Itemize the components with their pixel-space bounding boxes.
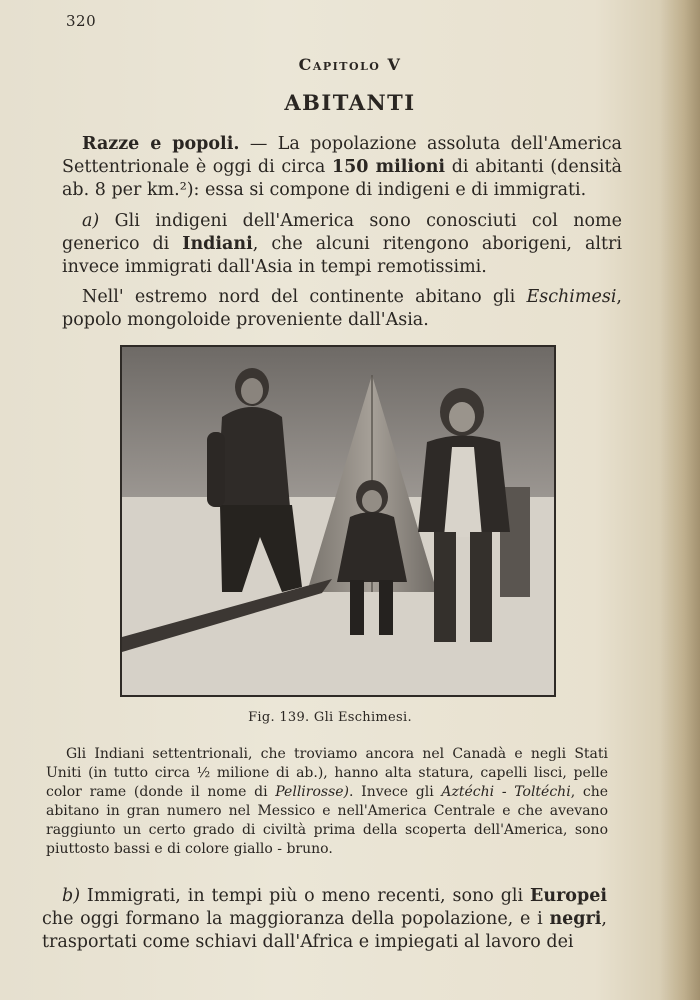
eskimo-photo-illustration (122, 347, 554, 695)
section-title: ABITANTI (284, 90, 416, 115)
intro-number: 150 milioni (331, 157, 446, 177)
figure-caption: Fig. 139. Gli Eschimesi. (248, 710, 412, 725)
small-paragraph-term-2: Aztéchi - Toltéchi (441, 784, 571, 800)
page-number: 320 (66, 12, 97, 30)
intro-text-2: di abitanti (densità ab. 8 per km.²): essa si compone di indigeni e di immigrati. (62, 157, 622, 200)
small-paragraph-text-2: . Invece gli (349, 784, 442, 800)
intro-heading: Razze e popoli. (82, 134, 240, 154)
small-paragraph-term-1: Pellirosse) (275, 784, 350, 800)
paragraph-north-term: Eschimesi (526, 287, 617, 307)
paragraph-b-term-1: Europei (530, 886, 607, 906)
paragraph-a-label: a) (82, 211, 100, 231)
paragraph-north (62, 286, 622, 332)
page-edge-shadow (660, 0, 700, 1000)
figure-photo (120, 345, 556, 697)
small-paragraph (46, 745, 608, 859)
intro-text-1: — La popolazione assoluta dell'America Settentrionale è oggi di circa (62, 134, 622, 177)
paragraph-b-label: b) (62, 886, 81, 906)
intro-paragraph (62, 133, 622, 202)
paragraph-b (42, 885, 607, 954)
small-paragraph-text-1: Gli Indiani settentrionali, che troviamo ancora nel Canadà e negli Stati Uniti (in tutto circa ½ milione di ab.), hanno alta statura, capelli lisci, pelle color rame (donde il nome di (46, 746, 608, 800)
paragraph-north-text-2: , popolo mongoloide proveniente dall'Asia. (62, 287, 622, 330)
paragraph-b-text-1: Immigrati, in tempi più o meno recenti, sono gli (80, 886, 531, 906)
paragraph-a-text-1: Gli indigeni dell'America sono conosciuti col nome generico di (62, 211, 622, 254)
paragraph-a (62, 210, 622, 279)
small-paragraph-text-3: , che abitano in gran numero nel Messico e nell'America Centrale e che avevano raggiunto un certo grado di civiltà prima della scoperta dell'America, sono piuttosto bassi e di colore giallo - bruno. (46, 784, 608, 857)
paragraph-a-term: Indiani (182, 234, 253, 254)
paragraph-b-term-2: negri (549, 909, 602, 929)
paragraph-b-text-2: che oggi formano la maggioranza della popolazione, e i (42, 909, 550, 929)
paragraph-north-text-1: Nell' estremo nord del continente abitano gli (82, 287, 527, 307)
chapter-heading: Capitolo V (298, 55, 402, 74)
paragraph-b-text-3: , trasportati come schiavi dall'Africa e impiegati al lavoro dei (42, 909, 607, 952)
paragraph-a-text-2: , che alcuni ritengono aborigeni, altri invece immigrati dall'Asia in tempi remotissimi. (62, 234, 622, 277)
